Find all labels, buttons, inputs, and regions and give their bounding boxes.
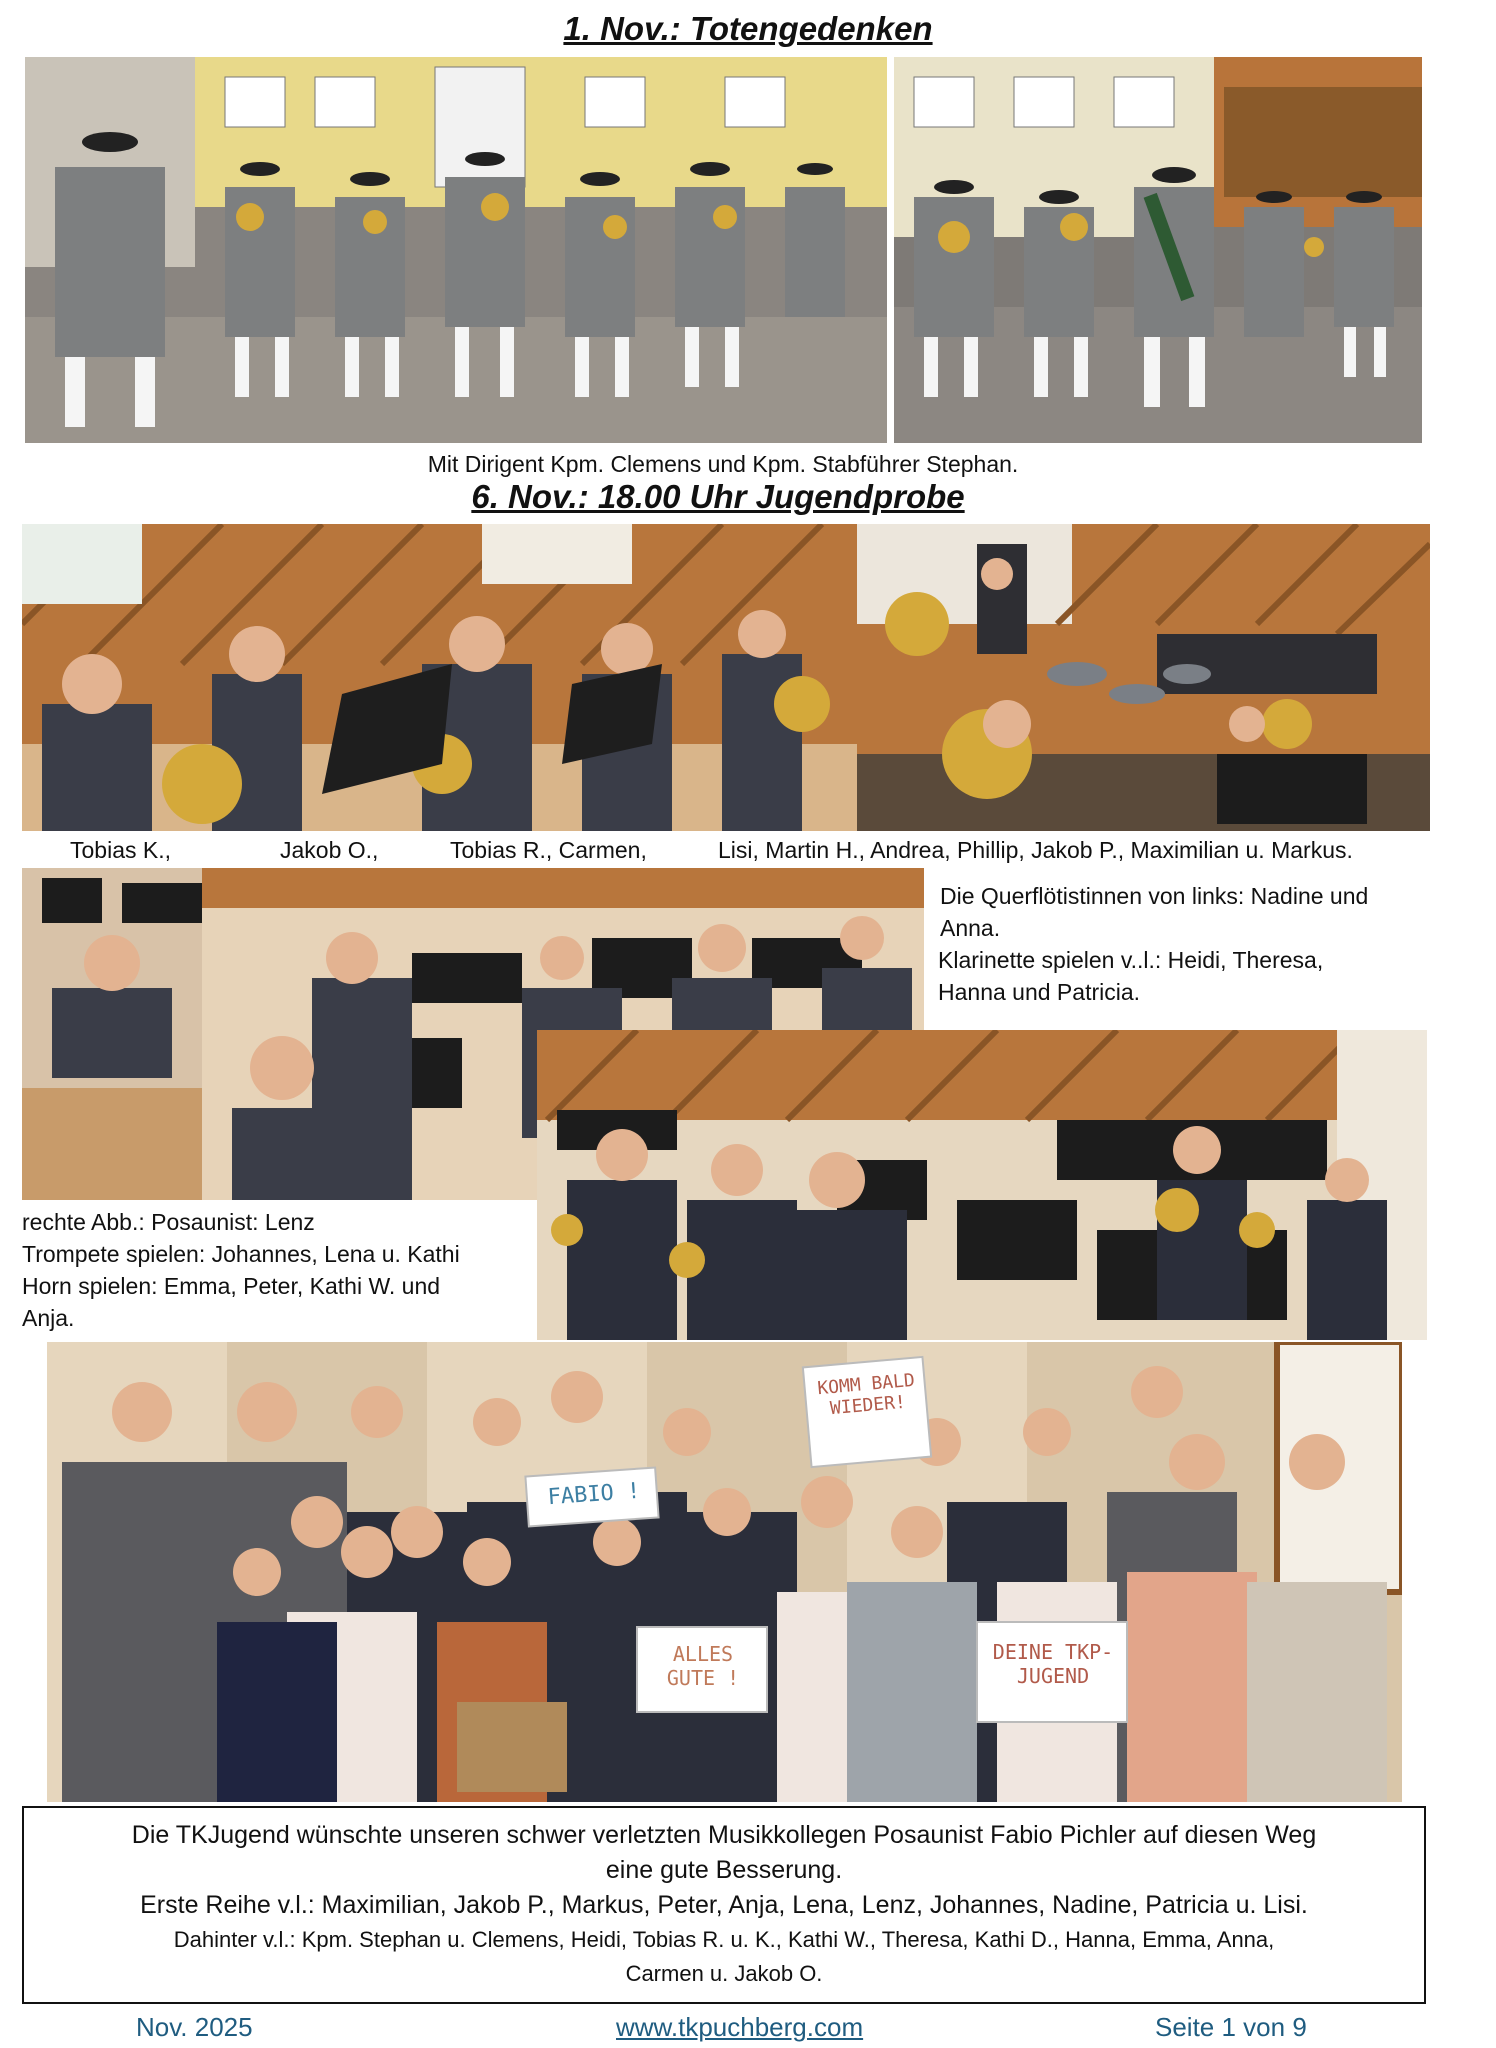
caption-flutes-clarinets: [924, 880, 1444, 1008]
footer-website-link[interactable]: www.tkpuchberg.com: [616, 2012, 864, 2042]
sign-komm-bald-wieder: KOMM BALD WIEDER!: [816, 1369, 916, 1420]
name-lisi-group: Lisi, Martin H., Andrea, Phillip, Jakob P., Maximilian u. Markus.: [718, 837, 1353, 863]
caption-flutes-line1: Die Querflötistinnen von links: Nadine und: [940, 883, 1369, 909]
caption-group-line1: Die TKJugend wünschte unseren schwer verletzten Musikkollegen Posaunist Fabio Pichler auf diesen Weg: [131, 1821, 1317, 1849]
name-jakob-o: Jakob O.,: [280, 837, 379, 863]
caption-group-line2: eine gute Besserung.: [605, 1856, 843, 1884]
caption-group-line3: Erste Reihe v.l.: Maximilian, Jakob P., Markus, Peter, Anja, Lena, Lenz, Johannes, Nadine, Patricia u. Lisi.: [140, 1891, 1308, 1919]
section-title-jugendprobe: 6. Nov.: 18.00 Uhr Jugendprobe: [471, 478, 965, 515]
caption-group-line4: Dahinter v.l.: Kpm. Stephan u. Clemens, Heidi, Tobias R. u. K., Kathi W., Theresa, Kathi D., Hanna, Emma, Anna,: [173, 1927, 1275, 1952]
footer-date: Nov. 2025: [136, 2012, 253, 2042]
caption-box-group: [22, 1806, 1426, 2004]
sign-alles-gute: ALLES GUTE !: [666, 1642, 740, 1690]
section-title-totengedenken: 1. Nov.: Totengedenken: [563, 10, 933, 47]
photo-group-get-well: [47, 1342, 1402, 1802]
sign-fabio: FABIO !: [546, 1478, 642, 1511]
name-tobias-k: Tobias K.,: [70, 837, 171, 863]
caption-group-line5: Carmen u. Jakob O.: [625, 1961, 823, 1986]
photo-rehearsal-horns: [22, 524, 857, 831]
caption-brass-line3: Horn spielen: Emma, Peter, Kathi W. und: [22, 1273, 441, 1299]
photo-trumpets-horns: [537, 1030, 1427, 1340]
photo-band-parade-right: [894, 57, 1422, 443]
footer-page-number: Seite 1 von 9: [1155, 2012, 1307, 2042]
caption-brass: [0, 1200, 537, 1340]
caption-clarinets-line2: Hanna und Patricia.: [938, 979, 1141, 1005]
photo-rehearsal-drums: [857, 524, 1430, 831]
name-tobias-r-carmen: Tobias R., Carmen,: [450, 837, 647, 863]
photo-band-parade-left: [25, 57, 887, 443]
caption-flutes-line2: Anna.: [940, 915, 1001, 941]
caption-clarinets-line1: Klarinette spielen v..l.: Heidi, Theresa,: [938, 947, 1324, 973]
caption-brass-line2: Trompete spielen: Johannes, Lena u. Kathi: [22, 1241, 460, 1267]
sign-deine-tkp-jugend: DEINE TKP-JUGEND: [992, 1640, 1114, 1688]
caption-brass-line1: rechte Abb.: Posaunist: Lenz: [22, 1209, 315, 1235]
caption-parade: Mit Dirigent Kpm. Clemens und Kpm. Stabführer Stephan.: [427, 451, 1019, 477]
caption-brass-line4: Anja.: [22, 1305, 75, 1331]
